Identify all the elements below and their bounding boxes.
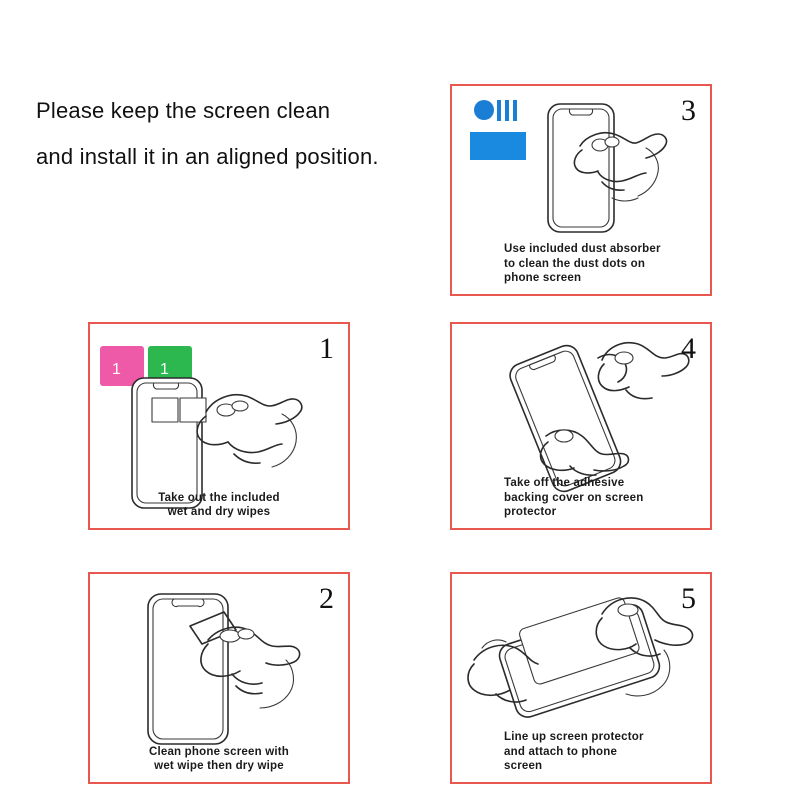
step-5-caption-line-3: screen — [504, 760, 543, 773]
step-panel-3 — [450, 84, 712, 296]
page-title — [36, 100, 436, 192]
step-4-caption-line-3: protector — [504, 506, 557, 519]
step-1-caption-line-1: Take out the included — [158, 491, 280, 504]
svg-text:1: 1 — [112, 361, 121, 378]
step-3-caption — [452, 242, 710, 286]
step-1-caption — [90, 491, 348, 520]
step-2-caption-line-1: Clean phone screen with — [148, 745, 290, 758]
step-5-number: 5 — [681, 582, 696, 615]
step-panel-1 — [88, 322, 350, 530]
step-1-number: 1 — [319, 332, 334, 365]
step-4-caption-line-1: Take off the adhesive — [504, 476, 625, 489]
step-2-number: 2 — [319, 582, 334, 615]
step-3-caption-line-3: phone screen — [504, 272, 582, 285]
step-4-number: 4 — [681, 332, 696, 365]
step-2-caption — [90, 745, 348, 774]
step-5-caption-line-2: and attach to phone — [504, 745, 618, 758]
page-title-line-1: Please keep the screen clean — [36, 98, 331, 123]
page-title-line-2: and install it in an aligned position. — [36, 144, 379, 169]
step-3-caption-line-2: to clean the dust dots on — [504, 257, 646, 270]
step-panel-5 — [450, 572, 712, 784]
step-4-caption-line-2: backing cover on screen — [504, 491, 644, 504]
step-3-number: 3 — [681, 94, 696, 127]
step-4-caption — [452, 476, 710, 520]
step-5-caption-line-1: Line up screen protector — [504, 730, 644, 743]
step-panel-4 — [450, 322, 712, 530]
step-1-caption-line-2: wet and dry wipes — [167, 506, 271, 519]
step-3-caption-line-1: Use included dust absorber — [504, 242, 661, 255]
step-5-caption — [452, 730, 710, 774]
svg-text:1: 1 — [160, 361, 169, 378]
step-2-caption-line-2: wet wipe then dry wipe — [154, 760, 284, 773]
step-panel-2 — [88, 572, 350, 784]
